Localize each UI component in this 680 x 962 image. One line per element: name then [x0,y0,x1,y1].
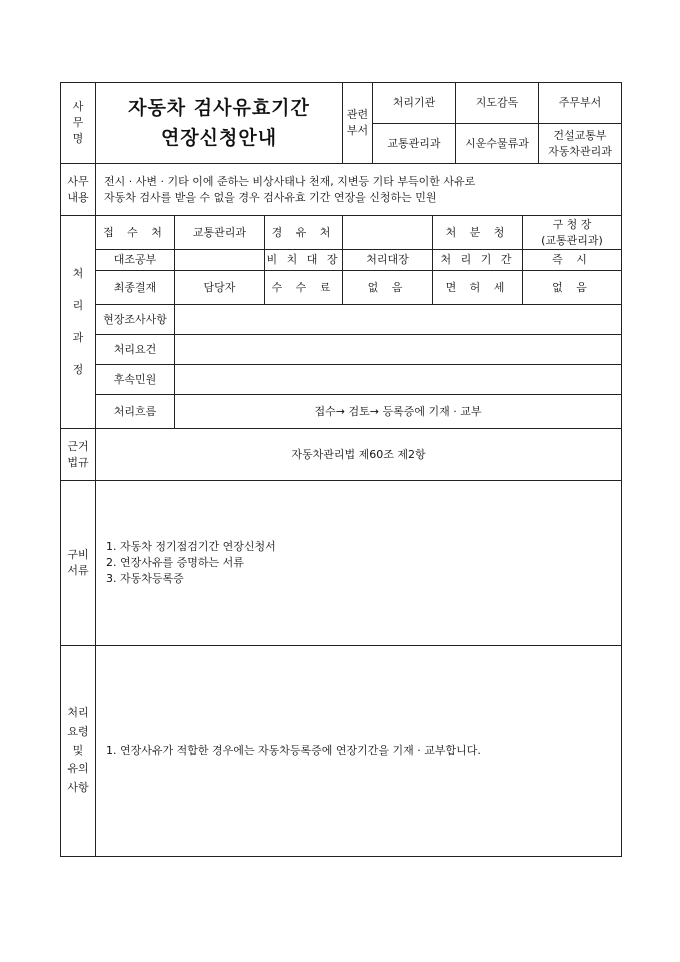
follow-up-label: 후속민원 [96,365,175,395]
legal-table [60,428,622,481]
flow-label: 처리흐름 [96,395,175,429]
processing-org-header: 처리기관 [373,83,456,124]
affair-name-label: 사 무 명 [61,83,96,164]
site-inspection-label: 현장조사사항 [96,305,175,335]
main-ministry-value: 건설교통부 자동차관리과 [539,124,622,164]
via-office-label: 경 유 처 [265,216,343,250]
process-label: 처 리 과 정 [61,216,96,429]
content-label: 사무 내용 [61,164,96,216]
follow-up-value [175,365,622,395]
page-title: 자동차 검사유효기간 연장신청안내 [96,83,343,164]
supervision-value: 시운수물류과 [456,124,539,164]
license-tax-label: 면 허 세 [433,271,523,305]
legal-value: 자동차관리법 제60조 제2항 [96,429,622,481]
license-tax-value: 없 음 [523,271,622,305]
processing-period-value: 즉 시 [523,250,622,271]
related-dept-label: 관련 부서 [343,83,373,164]
disposition-office-label: 처 분 청 [433,216,523,250]
requirements-label: 처리요건 [96,335,175,365]
site-inspection-value [175,305,622,335]
final-approval-value: 담당자 [175,271,265,305]
header-table [60,82,622,164]
content-table [60,163,622,216]
flow-value: 접수→ 검토→ 등록증에 기재 · 교부 [175,395,622,429]
fee-label: 수 수 료 [265,271,343,305]
list-item: 3. 자동차등록증 [106,571,184,585]
content-description: 전시 · 사변 · 기타 이에 준하는 비상사태나 천재, 지변등 기타 부득이한 사유로 자동차 검사를 받을 수 없을 경우 검사유효 기간 연장을 신청하는 민원 [96,164,622,216]
notes-label: 처리 요령 및 유의 사항 [61,646,96,857]
process-table [60,215,622,429]
receiving-office-value: 교통관리과 [175,216,265,250]
disposition-office-value: 구 청 장 (교통관리과) [523,216,622,250]
requirements-value [175,335,622,365]
processing-org-value: 교통관리과 [373,124,456,164]
receiving-office-label: 접 수 처 [96,216,175,250]
fee-value: 없 음 [343,271,433,305]
form-frame [60,82,621,873]
documents-table [60,480,622,646]
notes-value: 1. 연장사유가 적합한 경우에는 자동차등록증에 연장기간을 기재 · 교부합니다. [96,646,622,857]
supervision-header: 지도감독 [456,83,539,124]
via-office-value [343,216,433,250]
documents-list [96,481,622,646]
main-ministry-header: 주무부서 [539,83,622,124]
list-item: 2. 연장사유를 증명하는 서류 [106,556,244,570]
register-value: 처리대장 [343,250,433,271]
notes-table [60,645,622,857]
list-item: 1. 자동차 정기점검기간 연장신청서 [106,540,276,554]
register-label: 비 치 대 장 [265,250,343,271]
reference-ledger-label: 대조공부 [96,250,175,271]
reference-ledger-value [175,250,265,271]
final-approval-label: 최종결재 [96,271,175,305]
documents-label: 구비 서류 [61,481,96,646]
processing-period-label: 처 리 기 간 [433,250,523,271]
legal-label: 근거 법규 [61,429,96,481]
